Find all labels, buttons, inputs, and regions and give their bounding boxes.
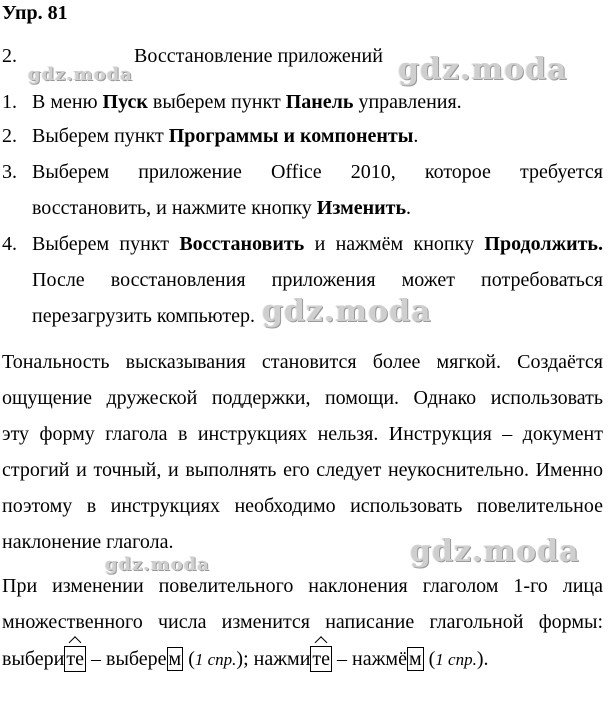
step-2-number: 2. (2, 125, 17, 147)
ending-box-2: м (168, 648, 182, 670)
ending-box-4: м (408, 648, 422, 670)
exercise-title: Упр. 81 (2, 2, 68, 24)
step-4-number: 4. (2, 233, 17, 255)
paragraph-1-line-4: строгий и точный, и выполнять его следует неукоснительно. Именно (2, 459, 603, 481)
section-number: 2. (2, 45, 17, 67)
paragraph-1-line-5: поэтому в инструкциях необходимо использовать повелительное (2, 495, 603, 517)
ending-box-3: те (312, 648, 331, 670)
paragraph-1-line-6: наклонение глагола. (2, 531, 174, 553)
watermark-3: gdz.moda (262, 294, 432, 329)
section-title: Восстановление приложений (134, 45, 383, 67)
step-2-text: Выберем пункт Программы и компоненты. (32, 125, 419, 147)
step-3-line-1: Выберем приложение Office 2010, которое требуется (32, 161, 603, 183)
watermark-4: gdz.moda (410, 534, 580, 569)
step-1-number: 1. (2, 91, 17, 113)
step-4-line-3: перезагрузить компьютер. (32, 305, 255, 327)
step-3-line-2: восстановить, и нажмите кнопку Изменить. (32, 197, 412, 219)
step-1-text: В меню Пуск выберем пункт Панель управления. (32, 91, 462, 113)
step-3-number: 3. (2, 161, 17, 183)
step-4-line-2: После восстановления приложения может потребоваться (32, 269, 603, 291)
paragraph-2-line-2: множественного числа изменится написание глагольной формы: (2, 611, 603, 633)
paragraph-1-line-1: Тональность высказывания становится более мягкой. Создаётся (2, 351, 603, 373)
paragraph-2-line-1: При изменении повелительного наклонения глаголом 1-го лица (2, 575, 603, 597)
watermark-1: gdz.moda (28, 64, 133, 85)
paragraph-2-examples: выбери те – выбере м (1 спр.); нажми те – нажмё м (1 спр.). (2, 648, 489, 670)
step-4-line-1: Выберем пункт Восстановить и нажмём кнопку Продолжить. (32, 233, 603, 255)
ending-box-1: те (66, 648, 84, 670)
watermark-2: gdz.moda (398, 52, 568, 87)
paragraph-1-line-3: эту форму глагола в инструкциях нельзя. Инструкция – документ (2, 423, 603, 445)
paragraph-1-line-2: ощущение дружеской поддержки, помощи. Однако использовать (2, 387, 603, 409)
watermark-5: gdz.moda (105, 554, 210, 575)
